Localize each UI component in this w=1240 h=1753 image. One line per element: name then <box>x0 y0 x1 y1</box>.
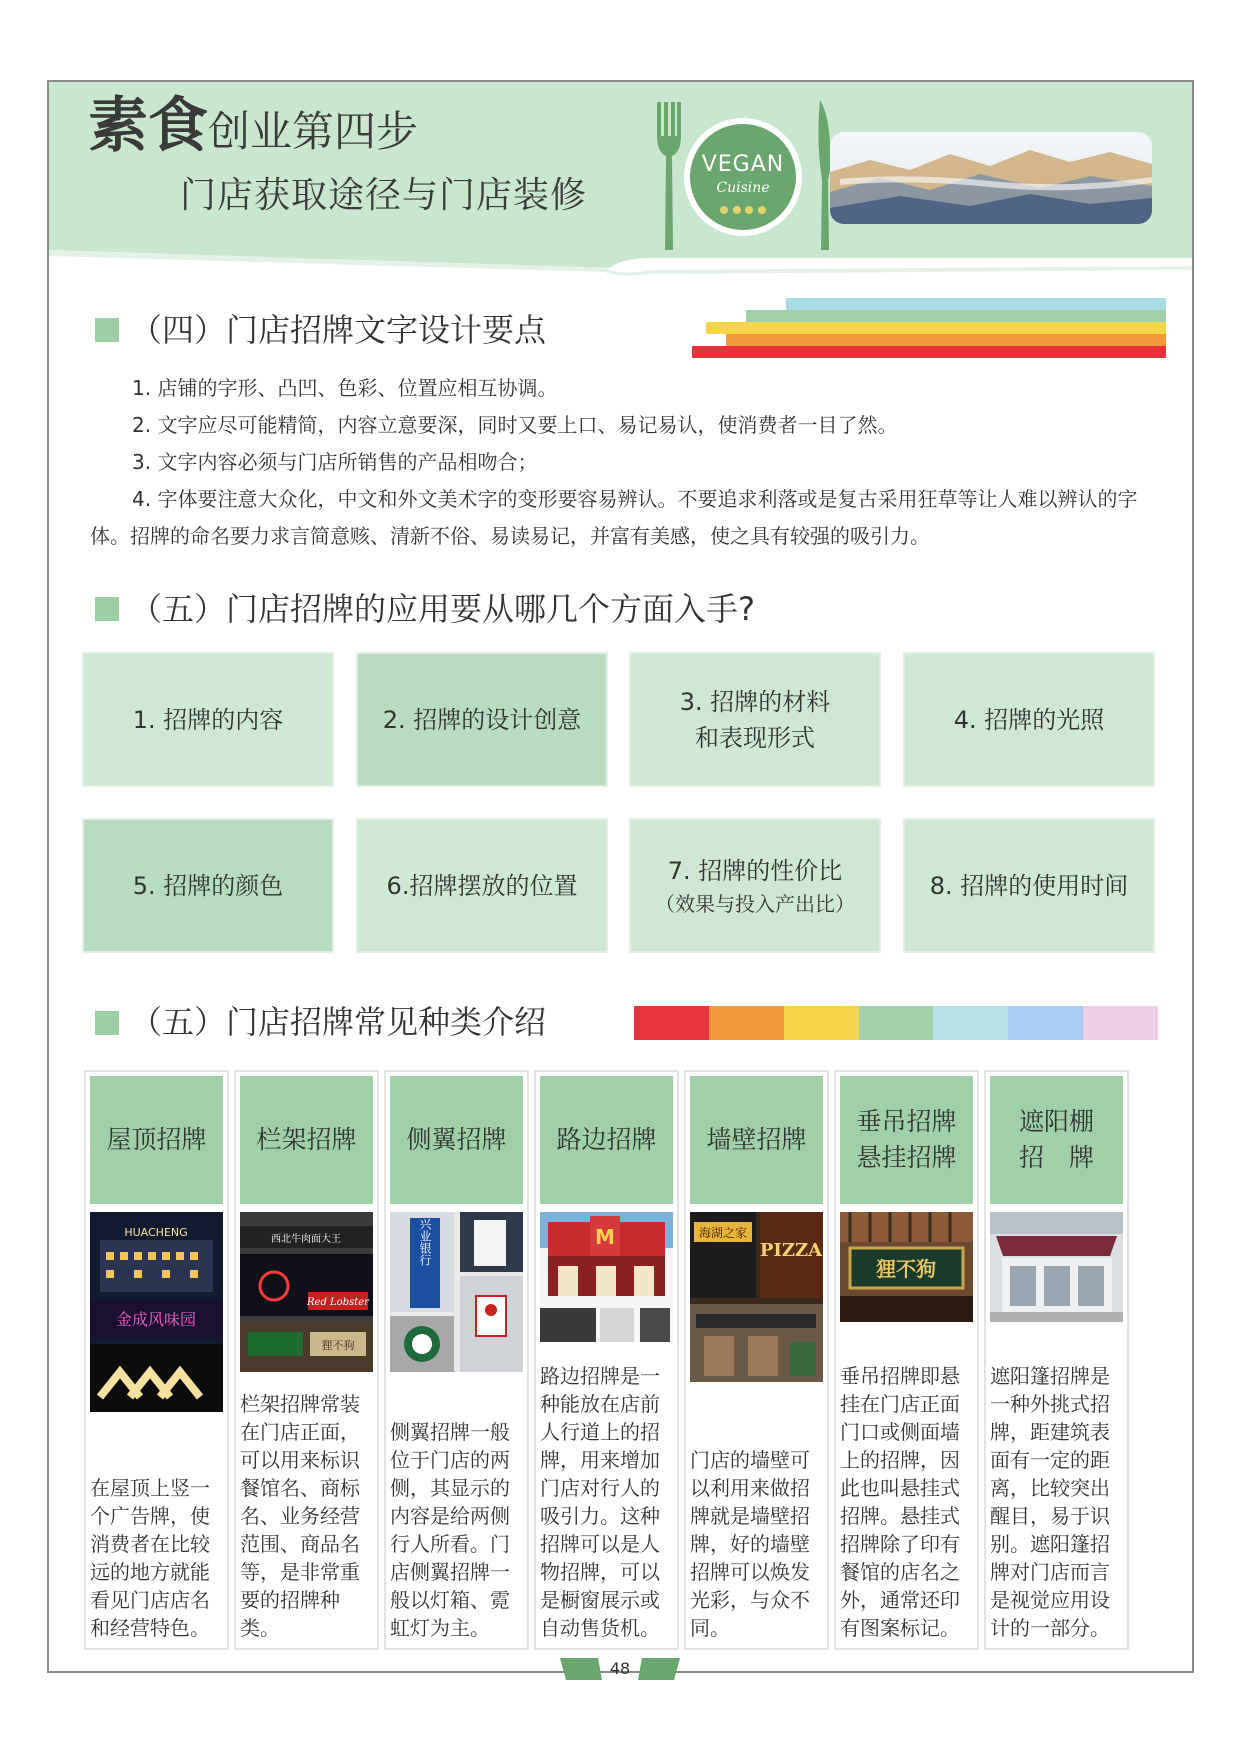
sign-type-header: 路边招牌 <box>540 1076 673 1204</box>
sign-type-awning <box>984 1070 1129 1650</box>
wall-sign-label: 海湖之家 <box>698 1226 748 1240</box>
page-number: 48 <box>609 1659 631 1678</box>
color-swatch <box>1008 1006 1083 1040</box>
bank-sign-label: 兴业银行 <box>418 1218 432 1266</box>
sign-type-wall <box>684 1070 829 1650</box>
sign-type-railing <box>234 1070 379 1650</box>
sign-type-description: 垂吊招牌即悬挂在门店正面门口或侧面墙上的招牌，因此也叫悬挂式招牌。悬挂式招牌除了印有餐馆的店名之外，通常还印有图案标记。 <box>840 1364 960 1640</box>
aspect-box: 7. 招牌的性价比 （效果与投入产出比） <box>629 818 881 953</box>
color-swatch <box>933 1006 1008 1040</box>
section-marker <box>95 1011 119 1035</box>
vegan-cuisine-logo <box>684 118 802 236</box>
sign-type-hanging <box>834 1070 979 1650</box>
title-big: 素食 <box>88 91 208 161</box>
sign-type-description: 遮阳篷招牌是一种外挑式招牌，距建筑表面有一定的距离，比较突出醒目，易于识别。遮阳篷招牌对门店而言是视觉应用设计的一部分。 <box>990 1364 1110 1640</box>
section4-body <box>90 370 1155 555</box>
color-bar <box>706 322 1166 334</box>
railing-sign-label: 西北牛肉面大王 <box>271 1234 341 1245</box>
color-bar <box>692 346 1166 358</box>
page-title <box>88 91 419 161</box>
sign-type-roadside <box>534 1070 679 1650</box>
design-point: 1. 店铺的字形、凸凹、色彩、位置应相互协调。 <box>132 376 558 400</box>
sign-type-description: 在屋顶上竖一个广告牌，使消费者在比较远的地方就能看见门店店名和经营特色。 <box>90 1476 210 1640</box>
sign-type-description: 侧翼招牌一般位于门店的两侧，其显示的内容是给两侧行人所看。门店侧翼招牌一般以灯箱、霓虹灯为主。 <box>390 1420 510 1640</box>
aspect-box: 4. 招牌的光照 <box>903 652 1155 787</box>
sign-type-header: 遮阳棚 招 牌 <box>990 1076 1123 1204</box>
sign-type-description: 门店的墙壁可以利用来做招牌就是墙壁招牌，好的墙壁招牌可以焕发光彩，与众不同。 <box>690 1448 810 1640</box>
color-swatch <box>709 1006 784 1040</box>
sign-type-header: 垂吊招牌 悬挂招牌 <box>840 1076 973 1204</box>
color-bar <box>746 310 1166 322</box>
sign-type-header: 墙壁招牌 <box>690 1076 823 1204</box>
color-swatch <box>634 1006 709 1040</box>
side-wing-sign-photo <box>390 1212 523 1372</box>
mountain-landscape-image <box>830 132 1152 224</box>
design-point: 4. 字体要注意大众化，中文和外文美术字的变形要容易辨认。不要追求利落或是复古采用狂草等让人难以辨认的字体。招牌的命名要力求言简意赅、清新不俗、易读易记，并富有美感，使之具有较强的吸引力。 <box>90 487 1138 548</box>
aspect-box: 3. 招牌的材料 和表现形式 <box>629 652 881 787</box>
aspect-box: 1. 招牌的内容 <box>82 652 334 787</box>
sign-type-description: 路边招牌是一种能放在店前人行道上的招牌，用来增加门店对行人的吸引力。这种招牌可以是人物招牌，可以是橱窗展示或自动售货机。 <box>540 1364 660 1640</box>
logo-dots <box>720 206 766 214</box>
sign-type-side-wing <box>384 1070 529 1650</box>
color-swatch <box>1083 1006 1158 1040</box>
color-swatch <box>784 1006 859 1040</box>
svg-text:M: M <box>595 1225 615 1249</box>
logo-text: VEGAN <box>701 152 785 177</box>
section5b-color-strip <box>634 1006 1158 1040</box>
color-bar <box>726 334 1166 346</box>
section-marker <box>95 318 119 342</box>
section5b-heading: （五）门店招牌常见种类介绍 <box>130 1003 547 1041</box>
header-curve <box>49 246 1192 276</box>
sign-type-header: 屋顶招牌 <box>90 1076 223 1204</box>
aspect-box: 5. 招牌的颜色 <box>82 818 334 953</box>
aspect-box: 6.招牌摆放的位置 <box>356 818 608 953</box>
section5a-heading: （五）门店招牌的应用要从哪几个方面入手? <box>130 590 755 628</box>
rooftop-label: HUACHENG <box>124 1226 188 1239</box>
design-point: 3. 文字内容必须与门店所销售的产品相吻合； <box>132 450 538 474</box>
design-point: 2. 文字应尽可能精简，内容立意要深，同时又要上口、易记易认，使消费者一目了然。 <box>132 413 898 437</box>
hanging-sign-label: 狸不狗 <box>876 1257 936 1281</box>
wall-sign-photo <box>690 1212 823 1382</box>
logo-script: Cuisine <box>716 180 770 196</box>
railing-sign-label: Red Lobster <box>307 1297 369 1308</box>
roadside-sign-photo <box>540 1212 673 1342</box>
sign-type-rooftop <box>84 1070 229 1650</box>
sign-type-description: 栏架招牌常装在门店正面，可以用来标识餐馆名、商标名、业务经营范围、商品名等，是非常重要的招牌种类。 <box>240 1392 360 1640</box>
fork-icon <box>656 102 682 250</box>
awning-sign-photo <box>990 1212 1123 1322</box>
railing-sign-label: 狸不狗 <box>321 1339 355 1352</box>
color-swatch <box>859 1006 934 1040</box>
hanging-sign-photo <box>840 1212 973 1322</box>
title-rest: 创业第四步 <box>208 107 419 156</box>
color-bar <box>786 298 1166 310</box>
sign-type-header: 栏架招牌 <box>240 1076 373 1204</box>
page-subtitle: 门店获取途径与门店装修 <box>180 175 588 216</box>
rooftop-neon-label: 金成风味园 <box>115 1310 197 1329</box>
page-number-tab <box>560 1658 680 1680</box>
sign-type-header: 侧翼招牌 <box>390 1076 523 1204</box>
railing-sign-photo <box>240 1212 373 1372</box>
section4-heading: （四）门店招牌文字设计要点 <box>130 311 547 349</box>
wall-sign-label: PIZZA <box>759 1240 823 1261</box>
section-marker <box>95 597 119 621</box>
aspect-box: 8. 招牌的使用时间 <box>903 818 1155 953</box>
aspect-box: 2. 招牌的设计创意 <box>356 652 608 787</box>
rooftop-sign-photo <box>90 1212 223 1412</box>
